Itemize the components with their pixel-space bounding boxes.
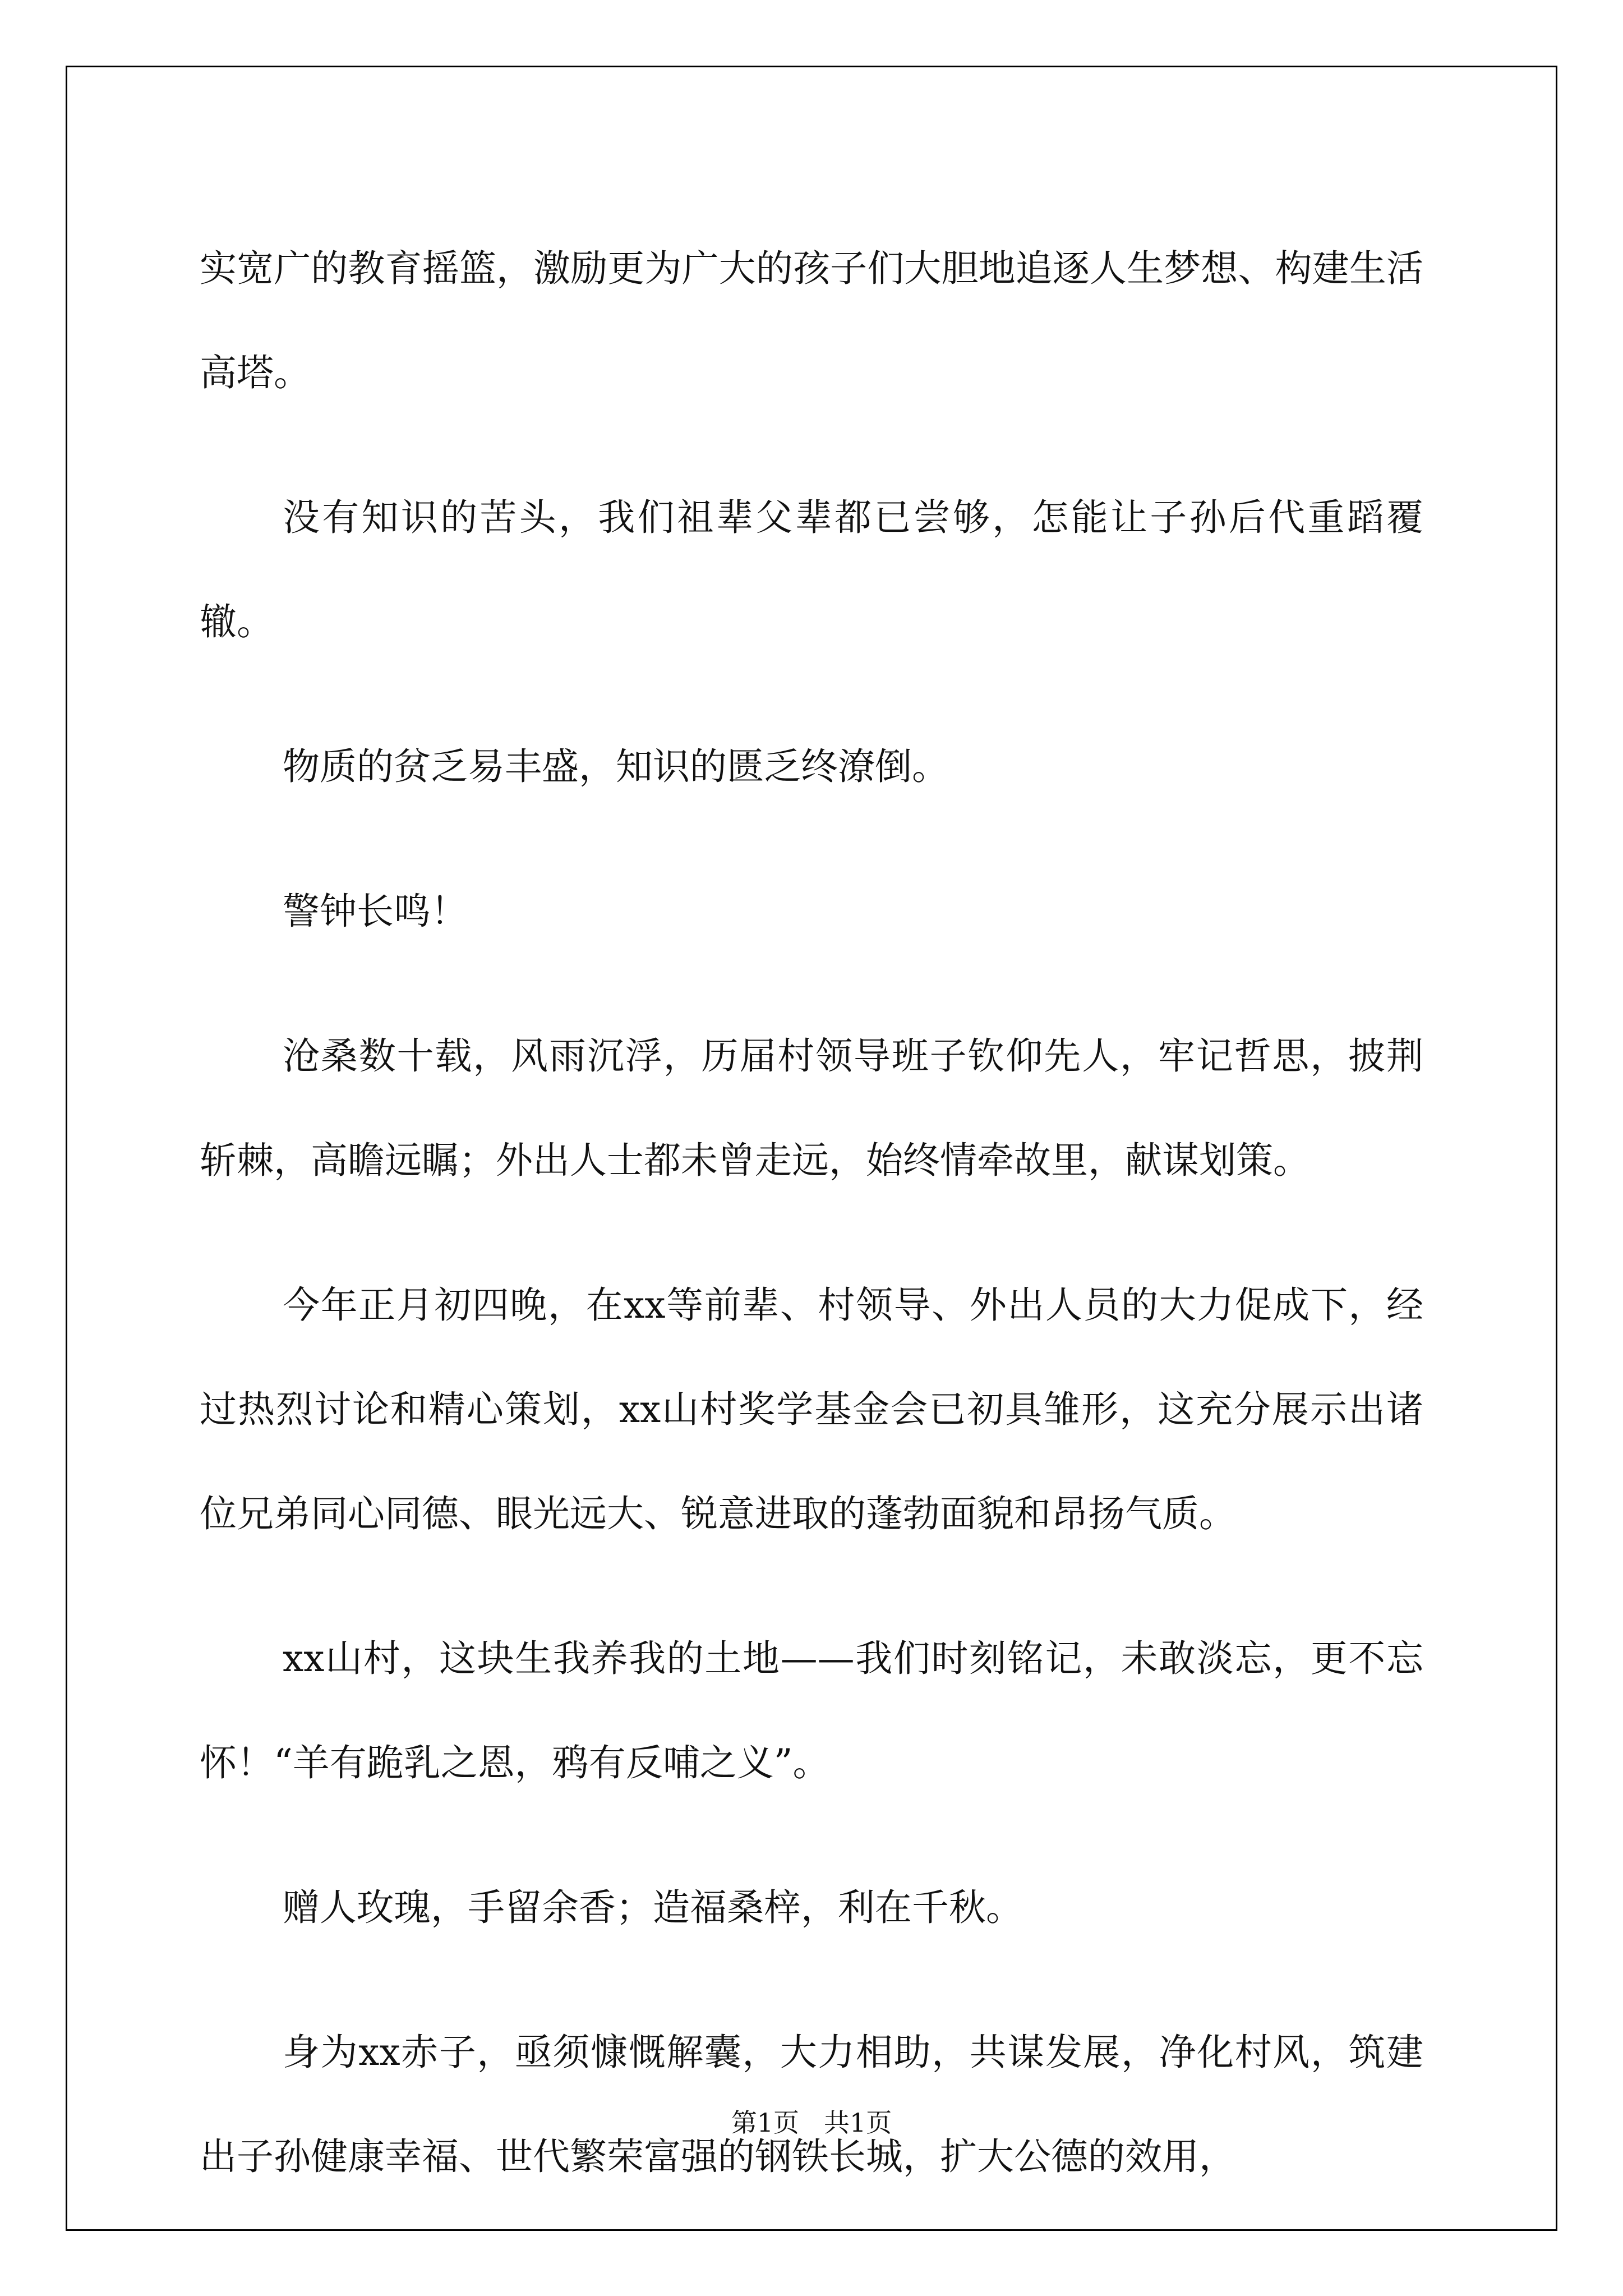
document-body (200, 217, 1423, 2249)
paragraph: 赠人玫瑰，手留余香；造福桑梓，利在千秋。 (283, 1886, 1023, 1929)
paragraph: xx山村，这块生我养我的土地——我们时刻铭记，未敢淡忘，更不忘怀！“羊有跪乳之恩，鸦有反哺之义”。 (200, 1637, 1423, 1784)
paragraph: 警钟长鸣！ (283, 890, 468, 933)
paragraph: 实宽广的教育摇篮，激励更为广大的孩子们大胆地追逐人生梦想、构建生活高塔。 (200, 247, 1423, 394)
page-footer (0, 2102, 1623, 2139)
paragraph: 沧桑数十载，风雨沉浮，历届村领导班子钦仰先人，牢记哲思，披荆斩棘，高瞻远瞩；外出人士都未曾走远，始终情牵故里，献谋划策。 (200, 1034, 1423, 1182)
paragraph: 今年正月初四晚，在xx等前辈、村领导、外出人员的大力促成下，经过热烈讨论和精心策划，xx山村奖学基金会已初具雏形，这充分展示出诸位兄弟同心同德、眼光远大、锐意进取的蓬勃面貌和昂扬气质。 (200, 1283, 1423, 1535)
paragraph: 身为xx赤子，亟须慷慨解囊，大力相助，共谋发展，净化村风，筑建出子孙健康幸福、世代繁荣富强的钢铁长城，扩大公德的效用， (200, 2031, 1423, 2178)
paragraph: 物质的贫乏易丰盛，知识的匮乏终潦倒。 (283, 745, 949, 788)
page-number: 第1页 (731, 2108, 800, 2138)
paragraph: 没有知识的苦头，我们祖辈父辈都已尝够，怎能让子孙后代重蹈覆辙。 (200, 496, 1423, 643)
page-total: 共1页 (823, 2108, 892, 2138)
